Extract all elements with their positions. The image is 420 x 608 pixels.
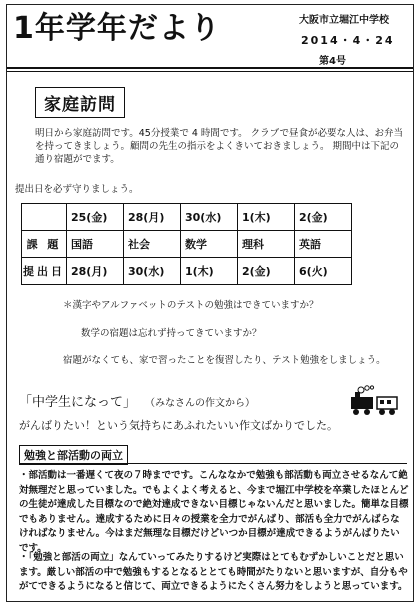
section-heading-home-visit: 家庭訪問 — [35, 87, 125, 118]
section-heading-essays — [19, 391, 255, 410]
header-rule-thin — [7, 71, 413, 72]
note-review: 宿題がなくても、家で習ったことを復習したり、テスト勉強をしましょう。 — [63, 355, 386, 366]
home-visit-paragraph — [35, 127, 405, 166]
section-heading-study-club: 勉強と部活動の両立 — [19, 445, 128, 465]
essays-title: 「中学生になって」 — [19, 395, 137, 410]
date-cell: 25(金) — [67, 204, 124, 231]
subject-cell: 社会 — [124, 231, 181, 258]
due-row-label: 提出日 — [22, 258, 67, 285]
essays-subtitle: （みなさんの作文から） — [150, 398, 256, 409]
home-visit-text-1: 明日から家庭訪問です。45分授業で 4 時間です。 クラブで昼食が必要な人は、お弁当を持ってきましょう。 — [35, 128, 403, 152]
header-rule — [7, 67, 413, 69]
table-row — [22, 204, 352, 231]
essay-excerpt-1: ・部活動は一番遅くて夜の７時までです。こんななかで勉強も部活動も両立させるなんて絶対無理だと思っていました。でもよくよく考えると、今まで堀江中学校を卒業したほとんどの生徒が達成した目標なので絶対達成できない目標じゃないんだと思いました。簡単な目標でもありません。達成するために日々の授業を全力でがんばり、部活も全力でがんばらなければなりません。今はまだ無理な目標だけどいつか目標が達成できるようがんばりたいです。 — [19, 470, 409, 554]
table-row — [22, 231, 352, 258]
note-kanji-test: ＊漢字やアルファベットのテストの勉強はできていますか？ — [63, 300, 319, 311]
subject-cell: 理科 — [238, 231, 295, 258]
section-rule — [19, 463, 407, 464]
subject-row-label: 課 題 — [22, 231, 67, 258]
essay-excerpt-2: ・「勉強と部活の両立」なんていってみたりするけど実際はとてもむずかしいことだと思います。厳しい部活の中で勉強もするとなるととても時間がたりないと思いますが、自分もやがてできるようになると信じて、両立できるようにたくさん努力をしようと思っています。 — [19, 552, 408, 592]
homework-schedule-table — [21, 203, 352, 285]
subject-cell: 数学 — [181, 231, 238, 258]
home-visit-text-2: 顧問の先生の指示をよくきいておきましょう。 期間中は下記の通り宿題がでます。 — [35, 141, 400, 165]
subject-cell: 国語 — [67, 231, 124, 258]
date-cell: 2(金) — [295, 204, 352, 231]
due-cell: 28(月) — [67, 258, 124, 285]
issue-number: 第4号 — [319, 56, 346, 67]
home-visit-deadline-text: 提出日を必ず守りましょう。 — [15, 184, 139, 195]
due-cell: 6(火) — [295, 258, 352, 285]
note-math-homework: 数学の宿題は忘れず持ってきていますか？ — [81, 328, 262, 339]
date-cell: 28(月) — [124, 204, 181, 231]
header-info — [293, 5, 415, 65]
newsletter-page — [6, 4, 414, 602]
subject-cell: 英語 — [295, 231, 352, 258]
due-cell: 30(水) — [124, 258, 181, 285]
essays-lead-text: がんばりたい！という気持ちにあふれたいい作文ばかりでした。 — [19, 419, 338, 432]
date-cell: 1(木) — [238, 204, 295, 231]
newsletter-title: 1年学年だより — [13, 11, 221, 46]
issue-date: 2014・4・24 — [301, 34, 395, 47]
date-cell: 30(水) — [181, 204, 238, 231]
due-cell: 1(木) — [181, 258, 238, 285]
school-name: 大阪市立堀江中学校 — [299, 15, 389, 26]
table-row — [22, 258, 352, 285]
due-cell: 2(金) — [238, 258, 295, 285]
train-icon — [347, 385, 401, 419]
table-corner-cell — [22, 204, 67, 231]
